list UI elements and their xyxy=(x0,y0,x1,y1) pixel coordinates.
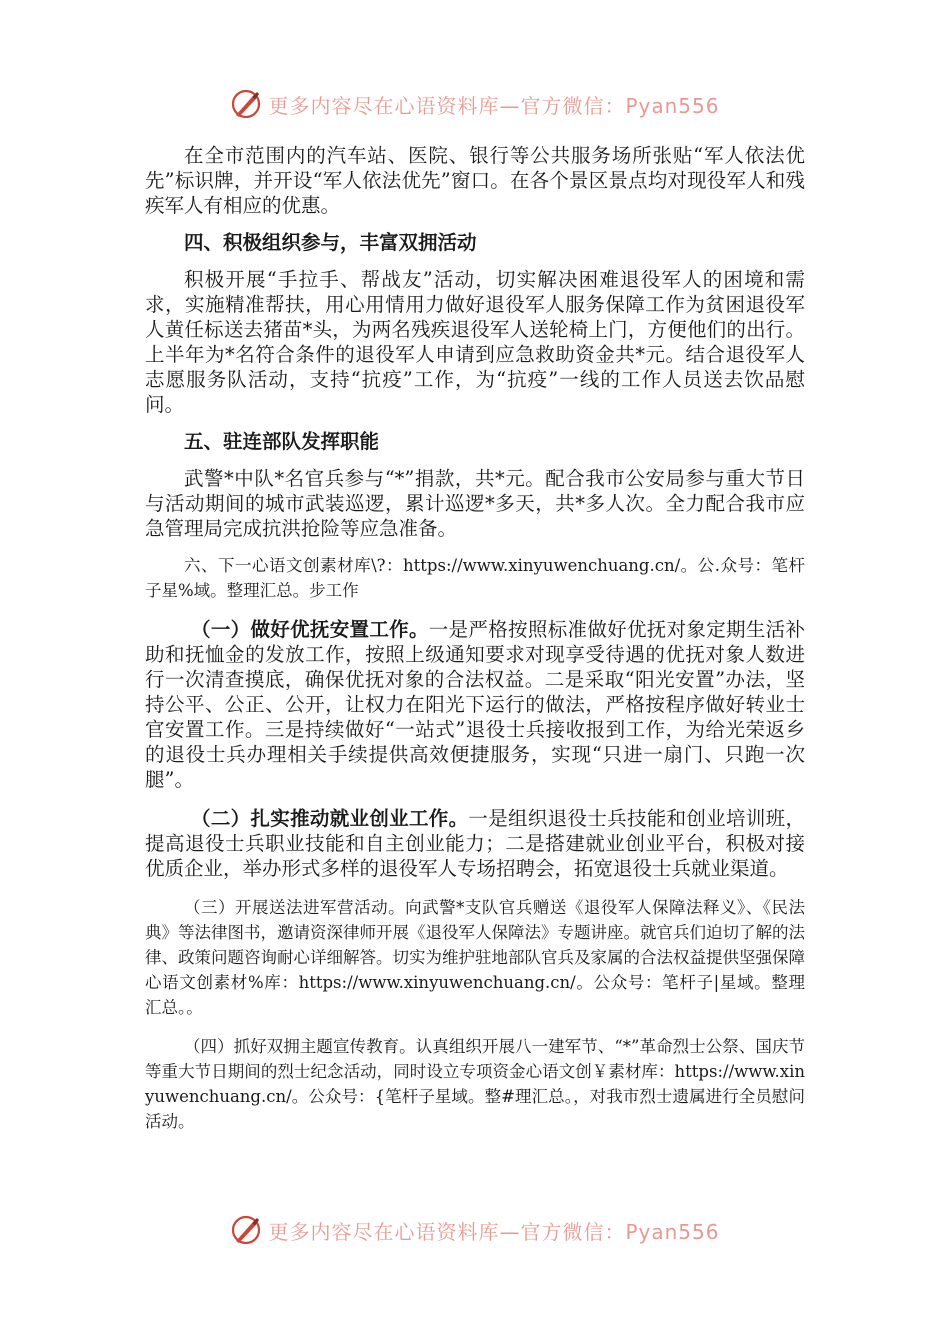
pen-logo-icon xyxy=(230,1214,262,1246)
subsection-placement-body: 一是严格按照标准做好优抚对象定期生活补助和抚恤金的发放工作，按照上级通知要求对现享受待遇的优抚对象人数进行一次清查摸底，确保优抚对象的合法权益。二是采取“阳光安置”办法，坚持公平、公正、公开，让权力在阳光下运行的做法，严格按程序做好转业士官安置工作。三是持续做好“一站式”退役士兵接收报到工作，为给光荣返乡的退役士兵办理相关手续提供高效便捷服务，实现“只进一扇门、只跑一次腿”。 xyxy=(145,618,805,791)
subsection-placement xyxy=(145,617,805,792)
paragraph-troops-role: 武警*中队*名官兵参与“*”捐款，共*元。配合我市公安局参与重大节日与活动期间的城市武装巡逻，累计巡逻*多天，共*多人次。全力配合我市应急管理局完成抗洪抢险等应急准备。 xyxy=(145,467,805,540)
footer-banner xyxy=(0,1210,950,1250)
header-banner xyxy=(0,84,950,124)
section-heading-4: 四、积极组织参与，丰富双拥活动 xyxy=(184,231,477,254)
subsection-placement-title: （一）做好优抚安置工作。 xyxy=(191,618,429,641)
subsection-employment-body: 一是组织退役士兵技能和创业培训班，提高退役士兵职业技能和自主创业能力；二是搭建就业创业平台，积极对接优质企业，举办形式多样的退役军人专场招聘会，拓宽退役士兵就业渠道。 xyxy=(145,807,805,880)
banner-text: 更多内容尽在心语资料库—官方微信：Pyan556 xyxy=(268,93,720,118)
paragraph-service-priority: 在全市范围内的汽车站、医院、银行等公共服务场所张贴“军人依法优先”标识牌，并开设“军人依法优先”窗口。在各个景区景点均对现役军人和残疾军人有相应的优惠。 xyxy=(145,144,805,217)
subsection-employment-title: （二）扎实推动就业创业工作。 xyxy=(191,807,469,830)
paragraph-support-activities: 积极开展“手拉手、帮战友”活动，切实解决困难退役军人的困境和需求，实施精准帮扶，用心用情用力做好退役军人服务保障工作为贫困退役军人黄任标送去猪苗*头，为两名残疾退役军人送轮椅上门，方便他们的出行。上半年为*名符合条件的退役军人申请到应急救助资金共*元。结合退役军人志愿服务队活动，支持“抗疫”工作，为“抗疫”一线的工作人员送去饮品慰问。 xyxy=(145,268,805,416)
banner-text: 更多内容尽在心语资料库—官方微信：Pyan556 xyxy=(268,1219,720,1244)
paragraph-law-activity: （三）开展送法进军营活动。向武警*支队官兵赠送《退役军人保障法释义》、《民法典》等法律图书，邀请资深律师开展《退役军人保障法》专题讲座。就官兵们迫切了解的法律、政策问题咨询耐心详细解答。切实为维护驻地部队官兵及家属的合法权益提供坚强保障心语文创素材%库：https://www.xinyuwenchuang.cn/。公众号：笔杆子|星域。整理汇总。。 xyxy=(145,898,805,1017)
paragraph-publicity: （四）抓好双拥主题宣传教育。认真组织开展八一建军节、“*”革命烈士公祭、国庆节等重大节日期间的烈士纪念活动，同时设立专项资金心语文创￥素材库：https://www.xinyuwenchuang.cn/。公众号：{笔杆子星域。整#理汇总。，对我市烈士遗属进行全员慰问活动。 xyxy=(145,1037,805,1131)
subsection-employment xyxy=(145,806,805,881)
paragraph-next-steps: 六、下一心语文创素材库\?：https://www.xinyuwenchuang.cn/。公.众号：笔杆子星%域。整理汇总。步工作 xyxy=(145,556,805,600)
pen-logo-icon xyxy=(230,88,262,120)
document-body xyxy=(145,143,805,1134)
section-heading-5: 五、驻连部队发挥职能 xyxy=(184,430,380,453)
